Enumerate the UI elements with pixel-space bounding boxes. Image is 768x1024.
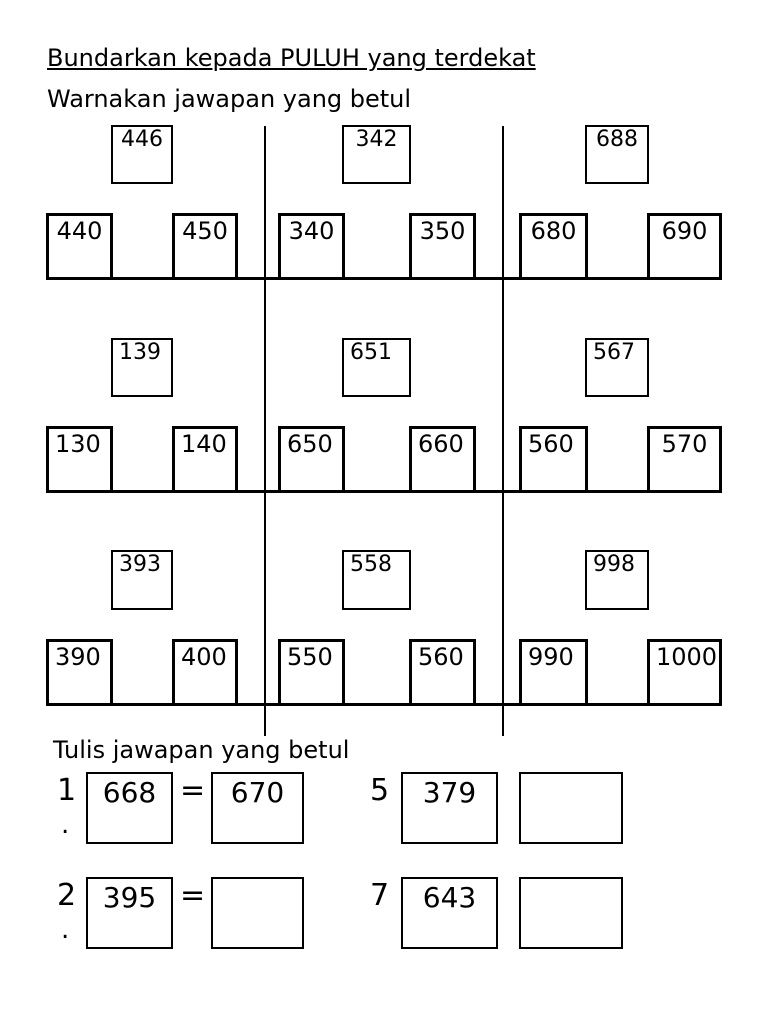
exercise-question-box: 379	[401, 772, 498, 844]
answer-option[interactable]: 140	[172, 426, 238, 493]
exercise-question-box: 643	[401, 877, 498, 949]
question-box: 558	[342, 550, 411, 610]
answer-option[interactable]: 560	[409, 639, 476, 706]
answer-option[interactable]: 390	[46, 639, 113, 706]
answer-option[interactable]: 400	[172, 639, 238, 706]
answer-option[interactable]: 1000	[647, 639, 722, 706]
question-box: 139	[111, 338, 173, 397]
exercise-dot: .	[61, 915, 70, 945]
column-divider-2	[502, 126, 504, 736]
answer-option[interactable]: 650	[278, 426, 345, 493]
equals-sign: =	[180, 878, 206, 913]
answer-option[interactable]: 440	[46, 213, 113, 280]
answer-option[interactable]: 690	[647, 213, 722, 280]
answer-option[interactable]: 350	[409, 213, 476, 280]
question-box: 688	[585, 125, 649, 184]
answer-option[interactable]: 560	[519, 426, 588, 493]
answer-option[interactable]: 570	[647, 426, 722, 493]
exercise-number: 1	[57, 773, 77, 808]
exercise-number: 5	[370, 773, 390, 808]
row-baseline-3	[46, 703, 722, 706]
exercise-instruction: Tulis jawapan yang betul	[53, 736, 350, 764]
answer-option[interactable]: 990	[519, 639, 588, 706]
exercise-question-box: 395	[86, 877, 173, 949]
answer-option[interactable]: 130	[46, 426, 113, 493]
question-box: 393	[111, 550, 173, 610]
exercise-answer-box[interactable]	[211, 877, 304, 949]
equals-sign: =	[180, 773, 206, 808]
question-box: 651	[342, 338, 411, 397]
exercise-answer-box[interactable]	[519, 877, 623, 949]
worksheet-title: Bundarkan kepada PULUH yang terdekat	[47, 44, 536, 72]
question-box: 342	[342, 125, 411, 184]
worksheet-instruction: Warnakan jawapan yang betul	[47, 85, 412, 113]
exercise-number: 2	[57, 878, 77, 913]
exercise-number: 7	[370, 878, 390, 913]
exercise-question-box: 668	[86, 772, 173, 844]
row-baseline-2	[46, 490, 722, 493]
exercise-answer-box[interactable]	[519, 772, 623, 844]
exercise-dot: .	[61, 810, 70, 840]
question-box: 998	[585, 550, 649, 610]
answer-option[interactable]: 660	[409, 426, 476, 493]
answer-option[interactable]: 550	[278, 639, 345, 706]
question-box: 567	[585, 338, 649, 397]
exercise-answer-box[interactable]: 670	[211, 772, 304, 844]
row-baseline-1	[46, 277, 722, 280]
answer-option[interactable]: 340	[278, 213, 345, 280]
column-divider-1	[264, 126, 266, 736]
question-box: 446	[111, 125, 173, 184]
answer-option[interactable]: 680	[519, 213, 588, 280]
answer-option[interactable]: 450	[172, 213, 238, 280]
